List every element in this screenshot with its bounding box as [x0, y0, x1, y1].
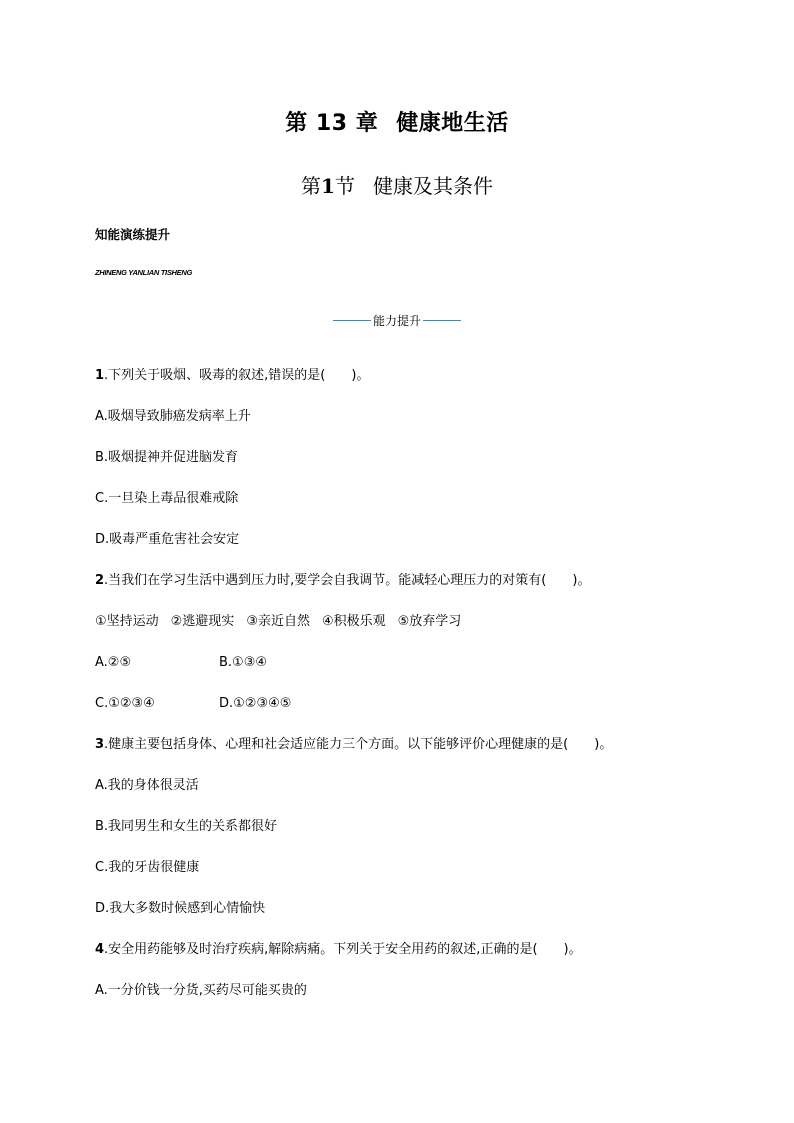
question-text-end: )。: [594, 737, 613, 752]
divider-line-right: [423, 320, 461, 321]
divider-label: 能力提升: [372, 314, 421, 328]
chapter-number: 第 13 章: [285, 111, 379, 136]
chapter-name: 健康地生活: [396, 111, 509, 136]
section-suffix: 节: [334, 174, 355, 198]
question-list: [95, 366, 735, 1022]
question-text: .下列关于吸烟、吸毒的叙述,错误的是(: [104, 368, 326, 383]
question-text: .当我们在学习生活中遇到压力时,要学会自我调节。能减轻心理压力的对策有(: [104, 573, 547, 588]
question-number: 2: [95, 573, 105, 588]
answer-option: D.我大多数时候感到心情愉快: [95, 901, 266, 916]
answer-option: D.①②③④⑤: [219, 696, 292, 711]
question-number: 1: [95, 368, 105, 383]
answer-option: B.吸烟提神并促进脑发育: [95, 450, 239, 465]
section-number: 1: [321, 174, 335, 198]
answer-option: B.①③④: [219, 655, 268, 670]
question-text-end: )。: [351, 368, 370, 383]
chapter-title: [0, 106, 794, 137]
answer-option: D.吸毒严重危害社会安定: [95, 532, 240, 547]
choice-item: ④积极乐观: [321, 614, 386, 629]
choice-item: ③亲近自然: [246, 614, 310, 629]
answer-option: C.我的牙齿很健康: [95, 860, 200, 875]
question-stem: [95, 571, 735, 612]
practice-heading: 知能演练提升: [95, 227, 171, 242]
answer-option: A.我的身体很灵活: [95, 778, 199, 793]
question-stem: [95, 735, 735, 776]
question-text-end: )。: [563, 942, 582, 957]
choice-items: [95, 612, 735, 653]
divider-line-left: [333, 320, 371, 321]
choice-item: ①坚持运动: [95, 614, 159, 629]
answer-option: B.我同男生和女生的关系都很好: [95, 819, 278, 834]
section-name: 健康及其条件: [372, 174, 493, 198]
answer-option: A.吸烟导致肺癌发病率上升: [95, 409, 251, 424]
section-prefix: 第: [301, 174, 322, 198]
question-text: .安全用药能够及时治疗疾病,解除病痛。下列关于安全用药的叙述,正确的是(: [104, 942, 538, 957]
answer-option: C.①②③④: [95, 696, 155, 711]
question-stem: [95, 940, 735, 981]
question-text-end: )。: [572, 573, 591, 588]
question-text: .健康主要包括身体、心理和社会适应能力三个方面。以下能够评价心理健康的是(: [104, 737, 569, 752]
question-number: 4: [95, 942, 105, 957]
question-number: 3: [95, 737, 105, 752]
answer-option-row: [95, 694, 735, 735]
section-title: [0, 170, 794, 199]
answer-option: C.一旦染上毒品很难戒除: [95, 491, 239, 506]
question-stem: [95, 366, 735, 407]
answer-option: A.②⑤: [95, 655, 132, 670]
practice-heading-pinyin: ZHINENG YANLIAN TISHENG: [95, 268, 192, 277]
answer-option: A.一分价钱一分货,买药尽可能买贵的: [95, 983, 307, 998]
answer-option-row: [95, 653, 735, 694]
choice-item: ②逃避现实: [170, 614, 235, 629]
choice-item: ⑤放弃学习: [397, 614, 462, 629]
ability-divider: [0, 312, 794, 329]
